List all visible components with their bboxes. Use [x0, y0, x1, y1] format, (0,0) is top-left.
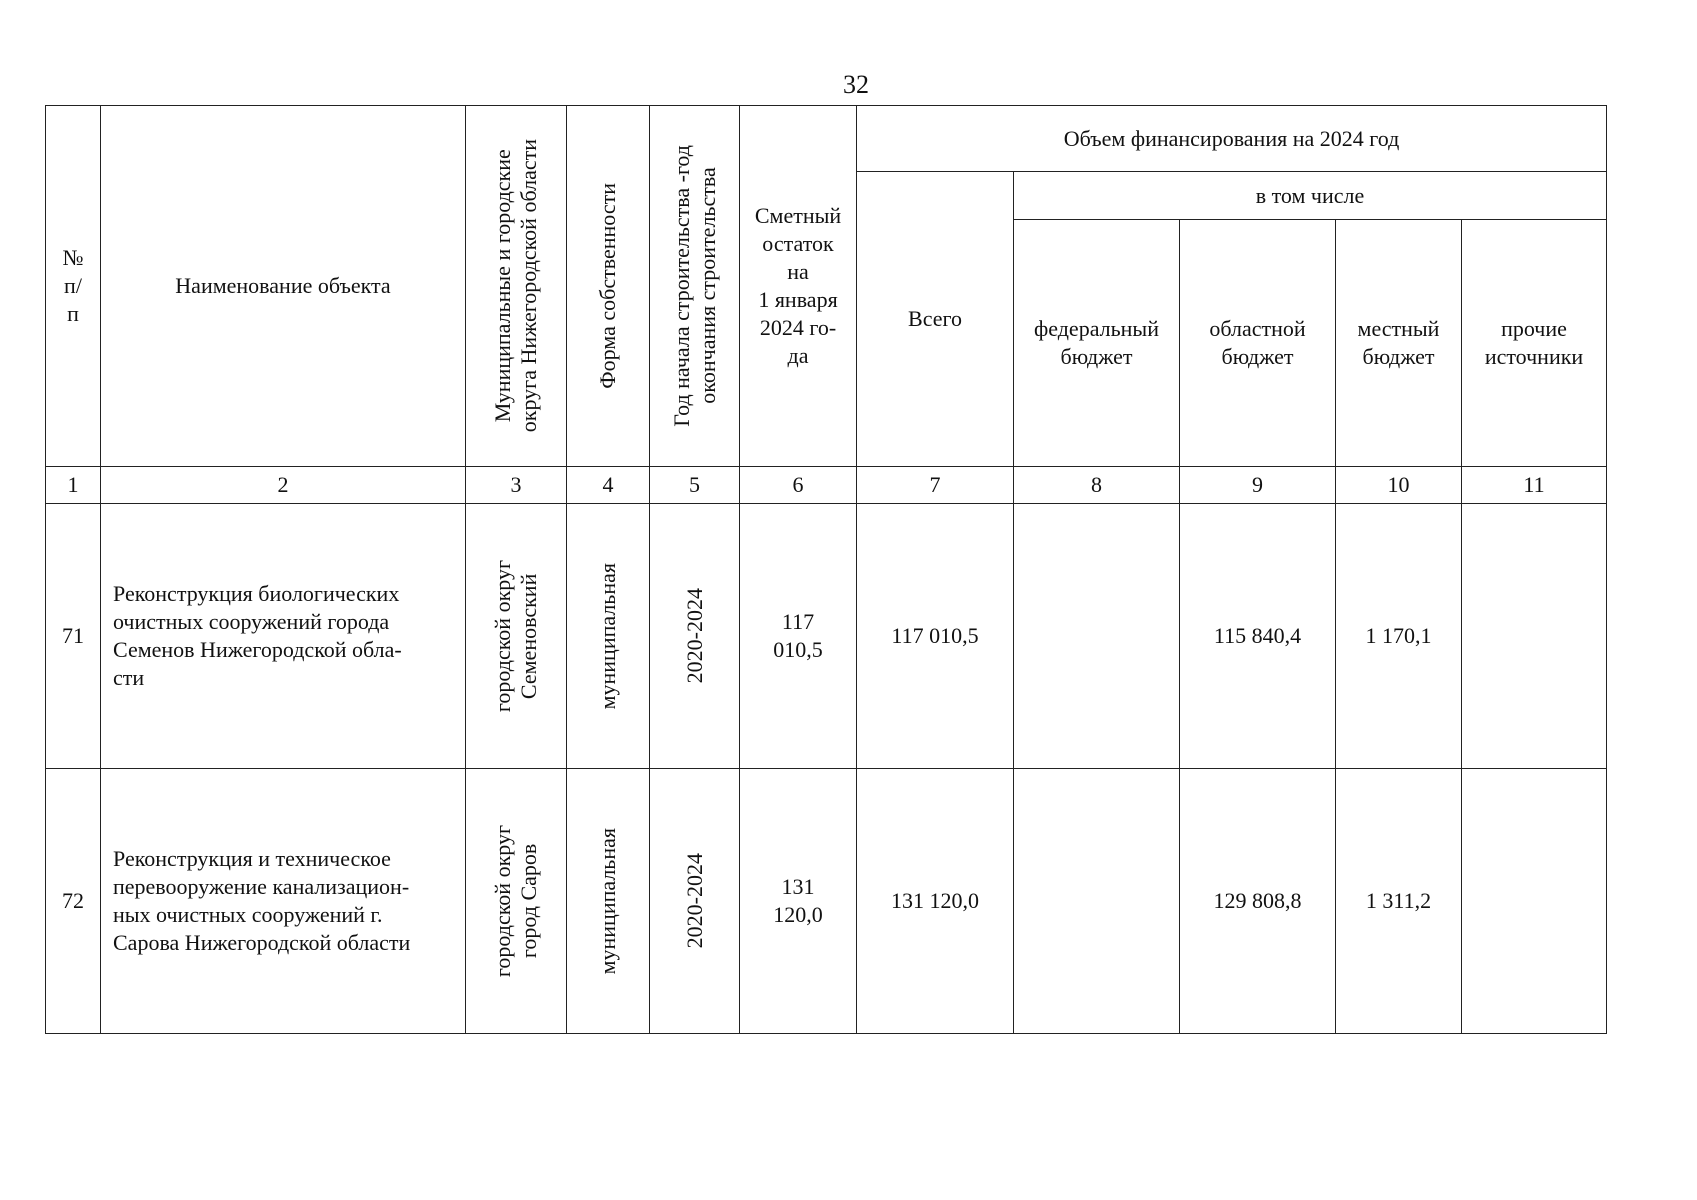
- header-funding-title: Объем финансирования на 2024 год: [857, 106, 1607, 172]
- header-local: местный бюджет: [1336, 220, 1462, 467]
- row-object-name: Реконструкция и техническое перевооружение канализацион- ных очистных сооружений г. Сарова Нижегородской области: [101, 769, 466, 1034]
- header-district: Муниципальные и городские округа Нижегородской области: [466, 106, 567, 467]
- column-number: 4: [567, 467, 650, 504]
- column-number: 8: [1014, 467, 1180, 504]
- row-ownership: муниципальная: [567, 769, 650, 1034]
- header-total: Всего: [857, 172, 1014, 467]
- row-district: городской округ город Саров: [466, 769, 567, 1034]
- row-years: 2020-2024: [650, 769, 740, 1034]
- row-total: 131 120,0: [857, 769, 1014, 1034]
- row-remainder: 131 120,0: [740, 769, 857, 1034]
- header-remainder: Сметный остаток на 1 января 2024 го- да: [740, 106, 857, 467]
- column-numbers-row: [46, 467, 1607, 504]
- financing-table: [45, 105, 1607, 1034]
- row-district: городской округ Семеновский: [466, 504, 567, 769]
- row-other: [1462, 769, 1607, 1034]
- table-row: [46, 769, 1607, 1034]
- column-number: 7: [857, 467, 1014, 504]
- row-num: 71: [46, 504, 101, 769]
- row-total: 117 010,5: [857, 504, 1014, 769]
- header-other: прочие источники: [1462, 220, 1607, 467]
- column-number: 1: [46, 467, 101, 504]
- header-including: в том числе: [1014, 172, 1607, 220]
- header-row-1: [46, 106, 1607, 172]
- row-other: [1462, 504, 1607, 769]
- row-local: 1 170,1: [1336, 504, 1462, 769]
- header-ownership: Форма собственности: [567, 106, 650, 467]
- row-num: 72: [46, 769, 101, 1034]
- column-number: 6: [740, 467, 857, 504]
- header-regional: областной бюджет: [1180, 220, 1336, 467]
- header-object-name: Наименование объекта: [101, 106, 466, 467]
- column-number: 2: [101, 467, 466, 504]
- row-ownership: муниципальная: [567, 504, 650, 769]
- row-object-name: Реконструкция биологических очистных сооружений города Семенов Нижегородской обла- сти: [101, 504, 466, 769]
- header-years: Год начала строительства -год окончания строительства: [650, 106, 740, 467]
- row-remainder: 117 010,5: [740, 504, 857, 769]
- row-local: 1 311,2: [1336, 769, 1462, 1034]
- column-number: 5: [650, 467, 740, 504]
- header-federal: федеральный бюджет: [1014, 220, 1180, 467]
- column-number: 3: [466, 467, 567, 504]
- row-regional: 129 808,8: [1180, 769, 1336, 1034]
- row-regional: 115 840,4: [1180, 504, 1336, 769]
- column-number: 11: [1462, 467, 1607, 504]
- column-number: 9: [1180, 467, 1336, 504]
- table-row: [46, 504, 1607, 769]
- row-federal: [1014, 769, 1180, 1034]
- column-number: 10: [1336, 467, 1462, 504]
- header-num: № п/ п: [46, 106, 101, 467]
- row-federal: [1014, 504, 1180, 769]
- page-number: 32: [843, 70, 869, 99]
- row-years: 2020-2024: [650, 504, 740, 769]
